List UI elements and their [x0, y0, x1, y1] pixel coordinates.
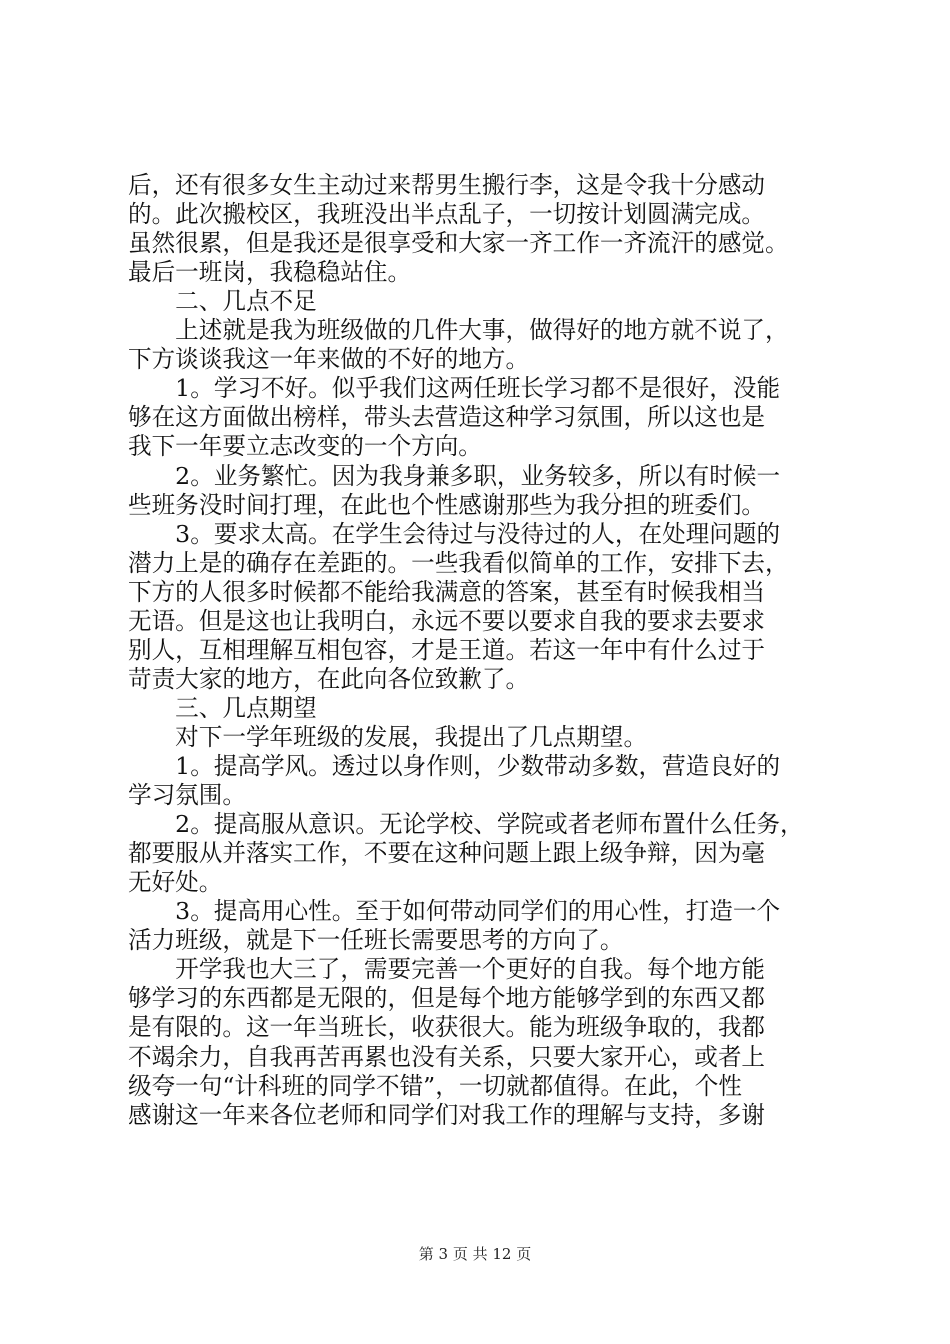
text-line: 够学习的东西都是无限的，但是每个地方能够学到的东西又都: [128, 984, 766, 1013]
text-line: 下方的人很多时候都不能给我满意的答案，甚至有时候我相当: [128, 577, 766, 606]
text-line: 三、几点期望: [128, 693, 317, 722]
page-footer: 第 3 页 共 12 页: [418, 1245, 532, 1263]
text-line: 二、几点不足: [128, 287, 317, 316]
text-line: 1。提高学风。透过以身作则，少数带动多数，营造良好的: [128, 752, 781, 780]
text-line: 2。提高服从意识。无论学校、学院或者老师布置什么任务，: [128, 810, 804, 839]
text-line: 够在这方面做出榜样，带头去营造这种学习氛围，所以这也是: [128, 403, 766, 432]
text-line: 我下一年要立志改变的一个方向。: [128, 432, 482, 461]
text-line: 别人，互相理解互相包容，才是王道。若这一年中有什么过于: [128, 635, 766, 664]
text-line: 苛责大家的地方，在此向各位致歉了。: [128, 664, 530, 693]
text-line: 后，还有很多女生主动过来帮男生搬行李，这是令我十分感动: [128, 171, 766, 199]
text-line: 无好处。: [128, 868, 223, 897]
text-line: 级夸一句“计科班的同学不错”，一切就都值得。在此，个性: [128, 1071, 742, 1100]
text-line: 3。要求太高。在学生会待过与没待过的人，在处理问题的: [128, 519, 781, 548]
text-line: 感谢这一年来各位老师和同学们对我工作的理解与支持，多谢: [128, 1100, 766, 1129]
text-line: 不竭余力，自我再苦再累也没有关系，只要大家开心，或者上: [128, 1042, 766, 1071]
text-line: 开学我也大三了，需要完善一个更好的自我。每个地方能: [128, 955, 766, 984]
text-line: 3。提高用心性。至于如何带动同学们的用心性，打造一个: [128, 897, 781, 926]
text-line: 虽然很累，但是我还是很享受和大家一齐工作一齐流汗的感觉。: [128, 229, 789, 258]
text-line: 最后一班岗，我稳稳站住。: [128, 258, 412, 287]
text-line: 2。业务繁忙。因为我身兼多职，业务较多，所以有时候一: [128, 461, 781, 490]
text-line: 都要服从并落实工作，不要在这种问题上跟上级争辩，因为毫: [128, 839, 766, 868]
text-line: 学习氛围。: [128, 781, 246, 810]
text-line: 是有限的。这一年当班长，收获很大。能为班级争取的，我都: [128, 1013, 766, 1042]
text-line: 些班务没时间打理，在此也个性感谢那些为我分担的班委们。: [128, 490, 766, 519]
text-line: 潜力上是的确存在差距的。一些我看似简单的工作，安排下去，: [128, 548, 789, 577]
text-line: 活力班级，就是下一任班长需要思考的方向了。: [128, 926, 624, 955]
text-line: 无语。但是这也让我明白，永远不要以要求自我的要求去要求: [128, 606, 766, 635]
text-line: 的。此次搬校区，我班没出半点乱子，一切按计划圆满完成。: [128, 200, 766, 229]
text-line: 1。学习不好。似乎我们这两任班长学习都不是很好，没能: [128, 374, 781, 403]
text-line: 对下一学年班级的发展，我提出了几点期望。: [128, 722, 648, 751]
text-line: 下方谈谈我这一年来做的不好的地方。: [128, 345, 530, 374]
text-line: 上述就是我为班级做的几件大事，做得好的地方就不说了，: [128, 316, 789, 345]
